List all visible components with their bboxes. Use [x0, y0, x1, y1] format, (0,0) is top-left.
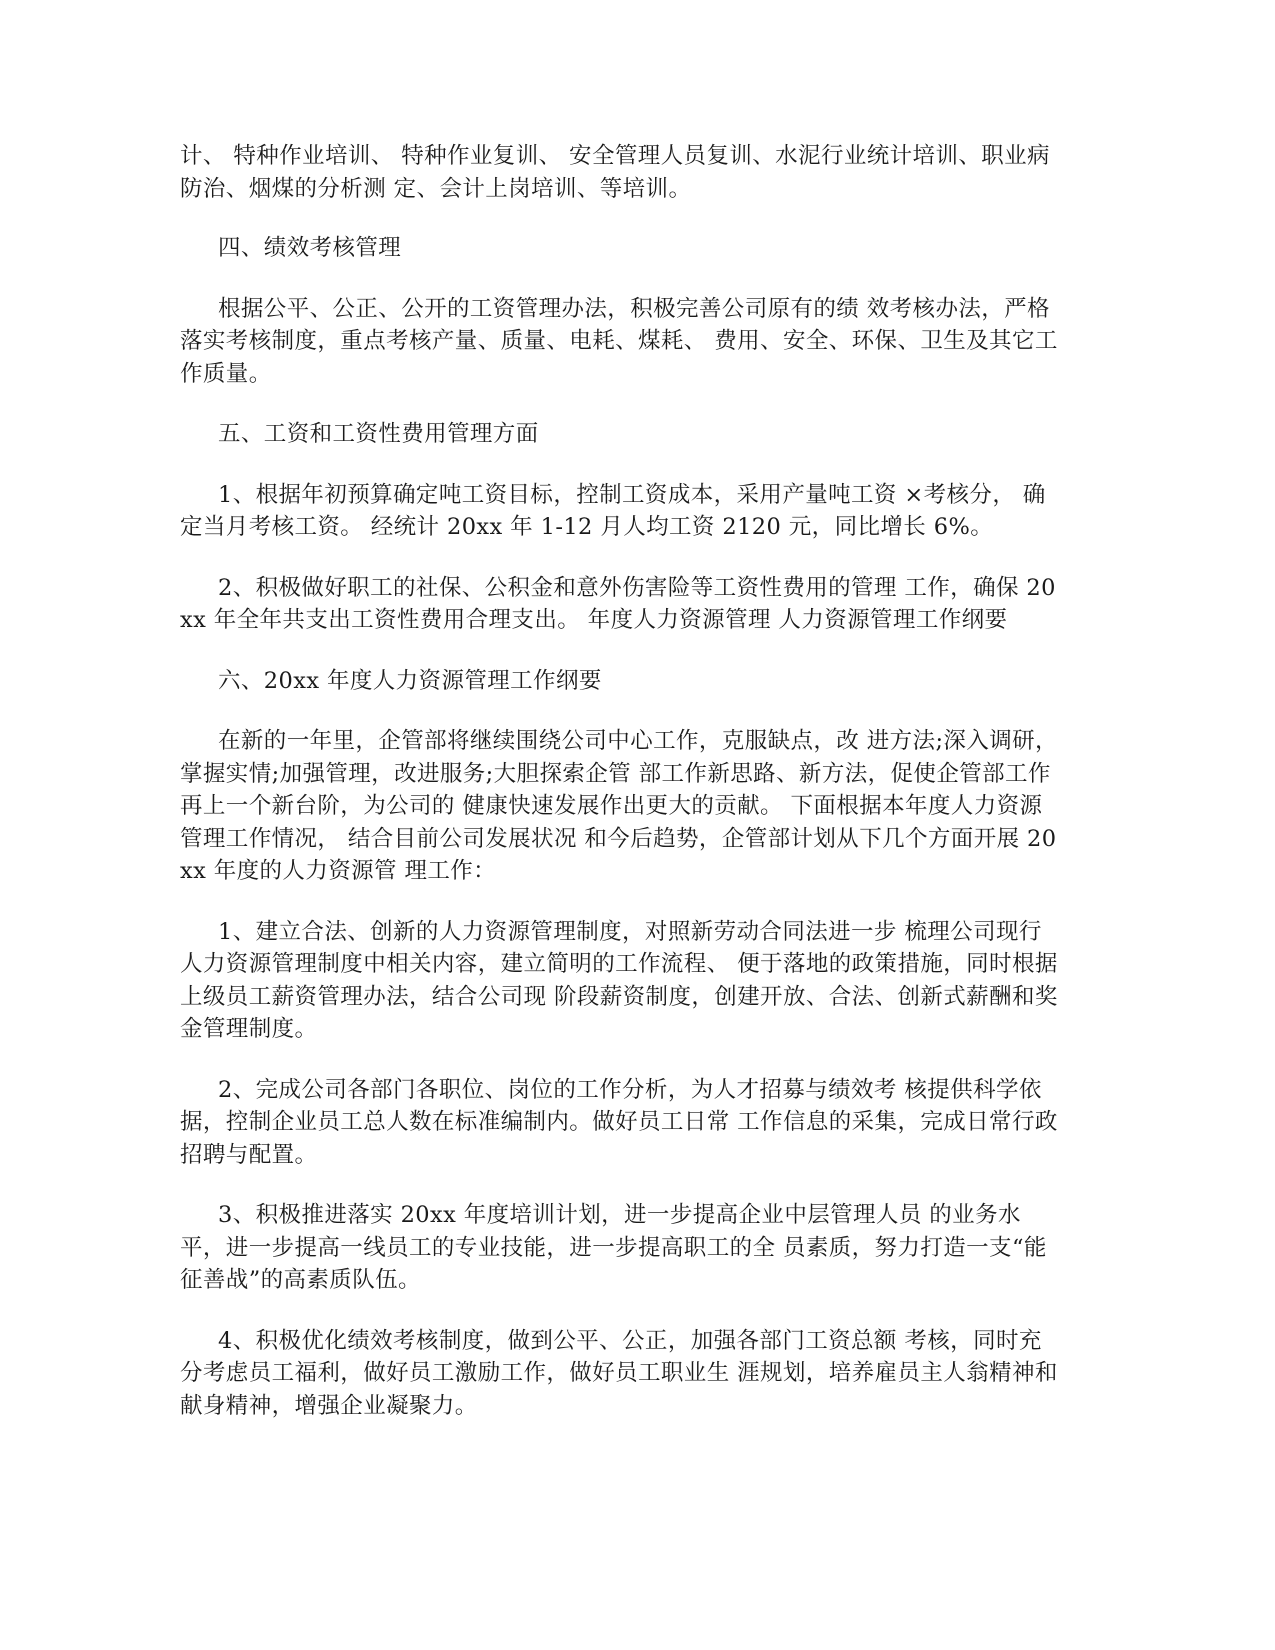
paragraph-hr-intro: 在新的一年里，企管部将继续围绕公司中心工作，克服缺点，改 进方法;深入调研，掌握实情;加强管理，改进服务;大胆探索企管 部工作新思路、新方法，促使企管部工作再上一个新台阶，为公司的 健康快速发展作出更大的贡献。 下面根据本年度人力资源管理工作情况， 结合目前公司发展状况 和今后趋势，企管部计划从下几个方面开展 20xx 年度的人力资源管 理工作： [180, 728, 1058, 884]
paragraph-hr-3: 3、积极推进落实 20xx 年度培训计划，进一步提高企业中层管理人员 的业务水平，进一步提高一线员工的专业技能，进一步提高职工的全 员素质，努力打造一支“能征善战”的高素质队伍。 [180, 1202, 1047, 1293]
paragraph-hr-1: 1、建立合法、创新的人力资源管理制度，对照新劳动合同法进一步 梳理公司现行人力资源管理制度中相关内容，建立简明的工作流程、 便于落地的政策措施，同时根据上级员工薪资管理办法，结合公司现 阶段薪资制度，创建开放、合法、创新式薪酬和奖金管理制度。 [180, 918, 1058, 1042]
paragraph-hr-2: 2、完成公司各部门各职位、岗位的工作分析，为人才招募与绩效考 核提供科学依据，控制企业员工总人数在标准编制内。做好员工日常 工作信息的采集，完成日常行政招聘与配置。 [180, 1076, 1058, 1168]
paragraph-training-list: 计、 特种作业培训、 特种作业复训、 安全管理人员复训、水泥行业统计培训、职业病防治、烟煤的分析测 定、会计上岗培训、等培训。 [180, 143, 1050, 202]
document-page [180, 140, 1060, 1450]
paragraph-wages-2: 2、积极做好职工的社保、公积金和意外伤害险等工资性费用的管理 工作，确保 20xx 年全年共支出工资性费用合理支出。 年度人力资源管理 人力资源管理工作纲要 [180, 574, 1056, 633]
paragraph-hr-4: 4、积极优化绩效考核制度，做到公平、公正，加强各部门工资总额 考核，同时充分考虑员工福利，做好员工激励工作，做好员工职业生 涯规划，培养雇员主人翁精神和献身精神，增强企业凝聚力。 [180, 1327, 1058, 1419]
section-heading-hr-outline: 六、20xx 年度人力资源管理工作纲要 [218, 667, 602, 694]
section-heading-wages: 五、工资和工资性费用管理方面 [218, 421, 539, 447]
paragraph-wages-1: 1、根据年初预算确定吨工资目标，控制工资成本，采用产量吨工资 ×考核分， 确定当月考核工资。 经统计 20xx 年 1-12 月人均工资 2120 元，同比增长 6%。 [180, 481, 1046, 540]
paragraph-performance: 根据公平、公正、公开的工资管理办法，积极完善公司原有的绩 效考核办法，严格落实考核制度，重点考核产量、质量、电耗、煤耗、 费用、安全、环保、卫生及其它工作质量。 [180, 295, 1058, 387]
section-heading-performance: 四、绩效考核管理 [218, 235, 402, 261]
